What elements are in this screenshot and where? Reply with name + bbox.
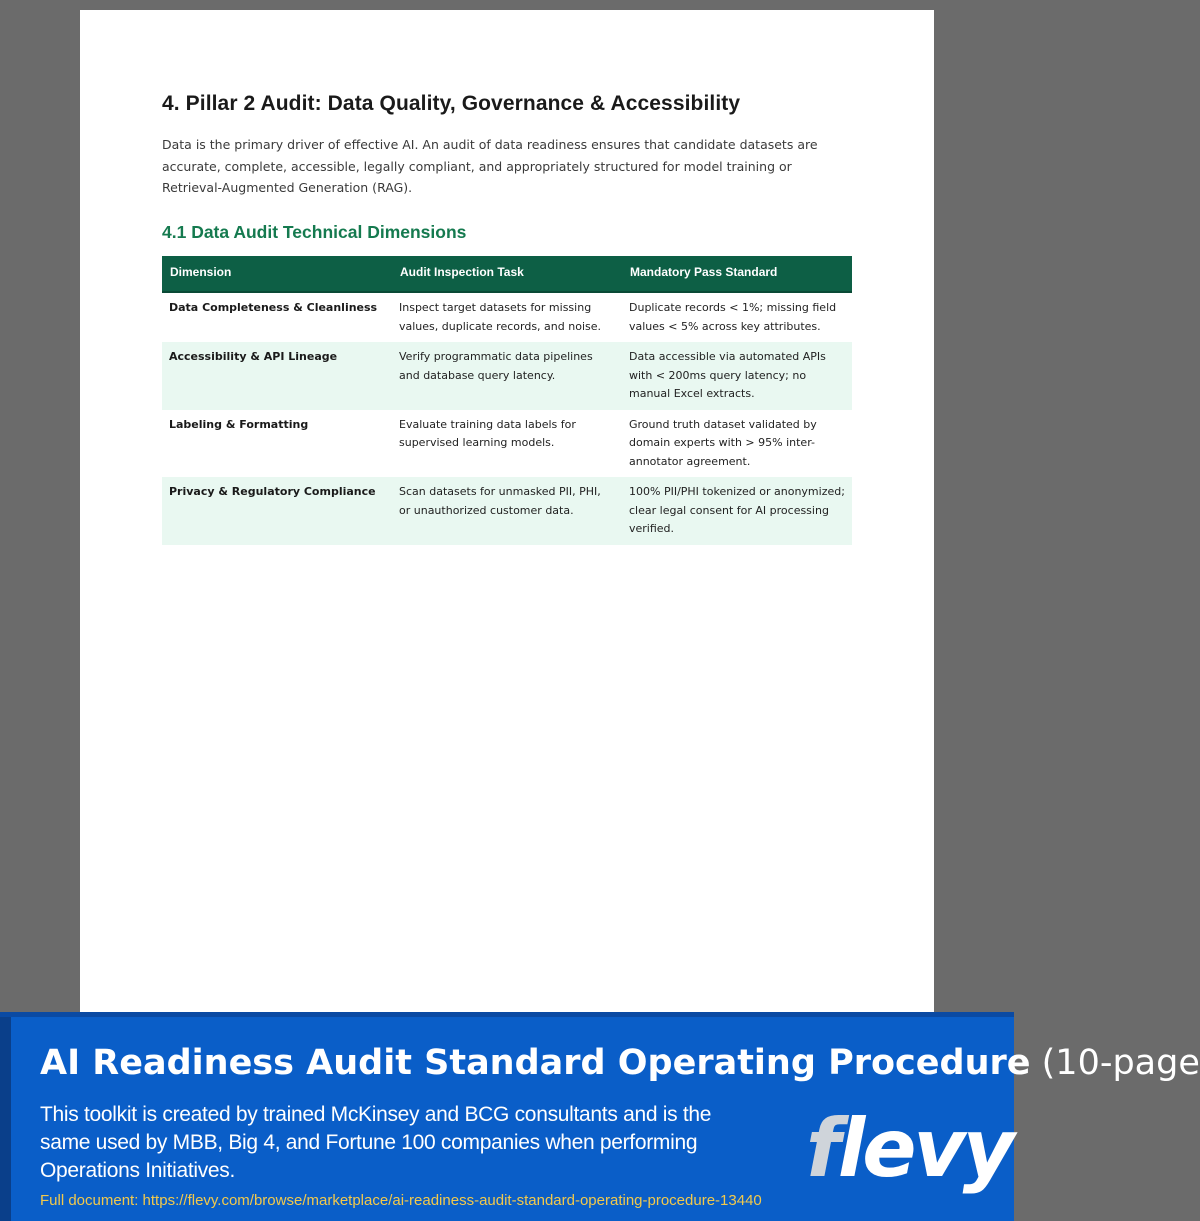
cell-audit-task: Evaluate training data labels for supervised learning models. xyxy=(399,417,576,449)
section-heading: 4. Pillar 2 Audit: Data Quality, Governance & Accessibility xyxy=(162,92,741,115)
banner-title-main: AI Readiness Audit Standard Operating Procedure xyxy=(40,1043,1031,1083)
document-page xyxy=(80,10,934,1014)
cell-pass-standard: Data accessible via automated APIs with < 200ms query latency; no manual Excel extracts. xyxy=(622,342,852,410)
cell-pass-standard: 100% PII/PHI tokenized or anonymized; clear legal consent for AI processing verified. xyxy=(622,477,852,545)
table-row xyxy=(162,342,852,410)
banner-title-pages: (10-page xyxy=(1041,1043,1200,1083)
promo-banner xyxy=(0,1012,1200,1221)
cell-audit-task: Scan datasets for unmasked PII, PHI, or unauthorized customer data. xyxy=(392,477,622,545)
cell-audit-task: Verify programmatic data pipelines and database query latency. xyxy=(392,342,622,410)
cell-dimension: Accessibility & API Lineage xyxy=(162,342,392,410)
cell-dimension: Labeling & Formatting xyxy=(169,417,309,431)
table-row xyxy=(162,292,852,342)
header-audit-task: Audit Inspection Task xyxy=(392,256,622,292)
banner-title xyxy=(40,1043,1200,1083)
table-row xyxy=(162,477,852,545)
logo-f: f xyxy=(806,1102,838,1195)
subsection-heading: 4.1 Data Audit Technical Dimensions xyxy=(162,222,467,242)
header-dimension: Dimension xyxy=(162,256,392,292)
table-row xyxy=(162,410,852,478)
cell-pass-standard: Duplicate records < 1%; missing field values < 5% across key attributes. xyxy=(629,301,837,333)
intro-paragraph: Data is the primary driver of effective AI. An audit of data readiness ensures that candidate datasets are accurate, complete, accessible, legally compliant, and appropriately structured for model training or Retrieval-Augmented Generation (RAG). xyxy=(162,137,818,195)
banner-description: This toolkit is created by trained McKinsey and BCG consultants and is the same used by MBB, Big 4, and Fortune 100 companies when performing Operations Initiatives. xyxy=(40,1103,712,1182)
cell-pass-standard: Ground truth dataset validated by domain experts with > 95% inter-annotator agreement. xyxy=(629,417,817,468)
cell-dimension: Data Completeness & Cleanliness xyxy=(169,301,378,314)
data-audit-table xyxy=(162,256,852,545)
table-header-row xyxy=(162,256,852,292)
header-pass-standard: Mandatory Pass Standard xyxy=(622,256,852,292)
full-document-link[interactable]: Full document: https://flevy.com/browse/marketplace/ai-readiness-audit-standard-operating-procedure-13440 xyxy=(40,1192,762,1209)
flevy-logo[interactable] xyxy=(806,1102,1012,1195)
logo-rest: levy xyxy=(837,1102,1012,1195)
cell-dimension: Privacy & Regulatory Compliance xyxy=(162,477,392,545)
cell-audit-task: Inspect target datasets for missing values, duplicate records, and noise. xyxy=(399,301,601,333)
